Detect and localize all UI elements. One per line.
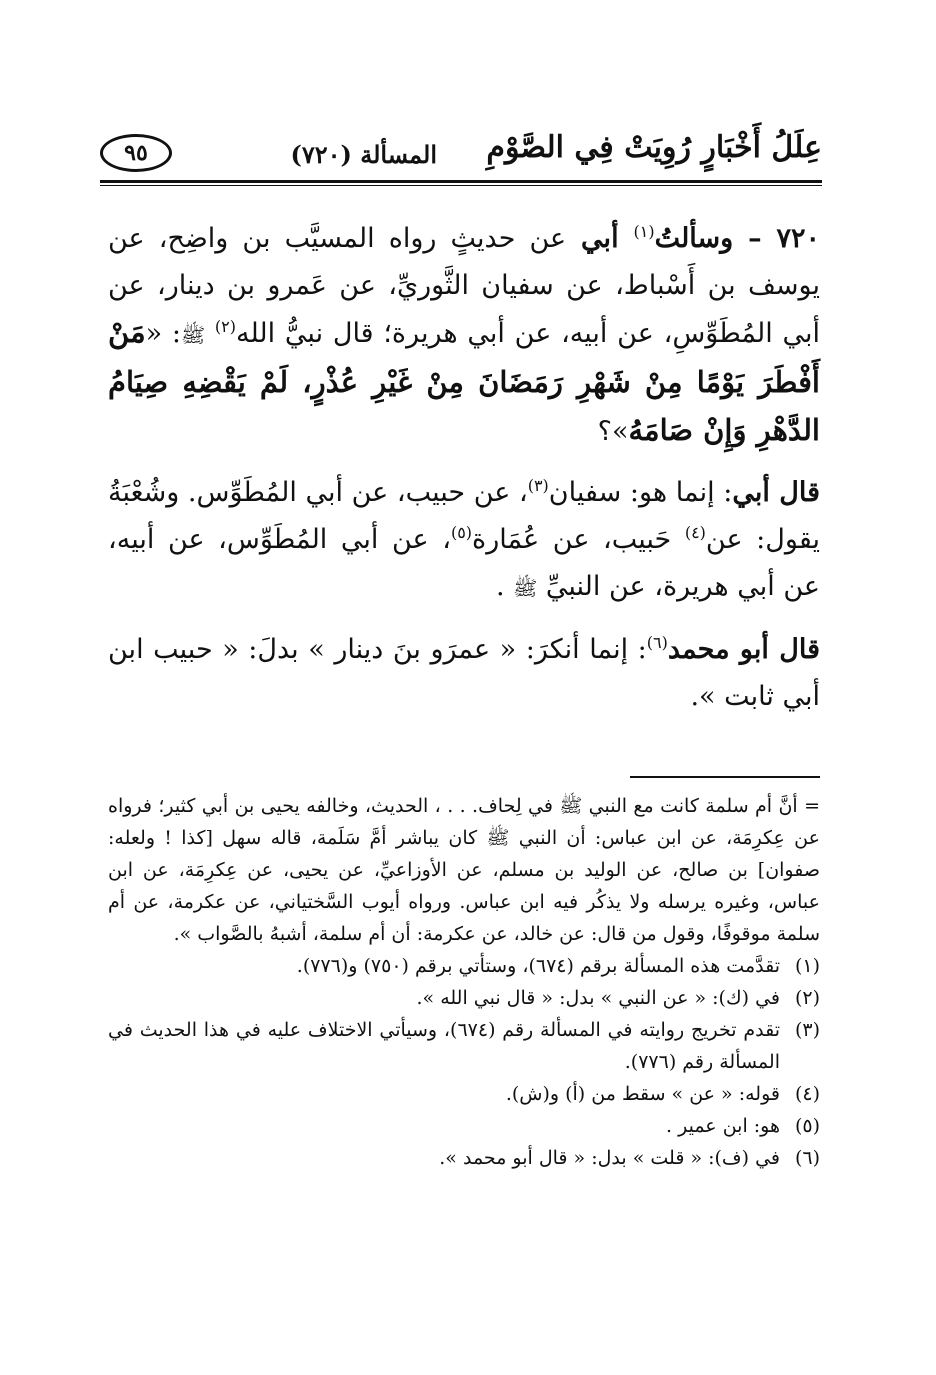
hadith-text: مَنْ أَفْطَرَ يَوْمًا مِنْ شَهْرِ رَمَضَانَ مِنْ غَيْرِ عُذْرٍ، لَمْ يَقْضِهِ صِيَامُ الدَّهْرِ وَإِنْ صَامَهُ bbox=[108, 315, 820, 447]
header-rule-thin bbox=[100, 185, 822, 186]
footnote-item bbox=[108, 1110, 820, 1142]
footnotes bbox=[108, 790, 820, 1174]
answer-text-5: . bbox=[495, 571, 514, 602]
book-title: عِلَلُ أَخْبَارٍ رُوِيَتْ فِي الصَّوْمِ bbox=[486, 130, 822, 165]
footnote-ref-2[interactable]: (٢) bbox=[214, 317, 237, 336]
paragraph-answer bbox=[108, 469, 820, 612]
footnote-number: (٤) bbox=[794, 1083, 820, 1105]
footnote-item bbox=[108, 950, 820, 982]
footnote-ref-4[interactable]: (٤) bbox=[684, 523, 706, 542]
footnote-item bbox=[108, 1014, 820, 1078]
footnote-text: قوله: « عن » سقط من (أ) و(ش). bbox=[505, 1083, 780, 1105]
footnote-item bbox=[108, 1142, 820, 1174]
footnote-ref-1[interactable]: (١) bbox=[633, 222, 655, 241]
paragraph-question bbox=[108, 215, 820, 455]
quote-open: : « bbox=[145, 318, 181, 349]
footnote-number: (٦) bbox=[794, 1147, 820, 1169]
footnote-ref-6[interactable]: (٦) bbox=[646, 633, 668, 652]
footnote-continuation: = أنَّ أم سلمة كانت مع النبي ﷺ في لِحاف. . . ، الحديث، وخالفه يحيى بن أبي كثير؛ فرواه عن عِكرِمَة، عن ابن عباس: أن النبي ﷺ كان يباشر أمَّ سَلَمة، قاله سهل [كذا ! ولعله: صفوان] بن صالح، عن الوليد بن مسلم، عن الأوزاعيِّ، عن يحيى، عن عِكرِمَة، عن ابن عباس، وغيره يرسله ولا يذكُر فيه ابن عباس. ورواه أيوب السَّختياني، عن عكرمة، عن أم سلمة موقوفًا، وقول من قال: عن خالد، عن عكرمة: أن أم سلمة، أشبهُ بالصَّواب ». bbox=[108, 795, 820, 945]
footnote-item bbox=[108, 1078, 820, 1110]
footnote-number: (٣) bbox=[794, 1019, 820, 1041]
footnote-number: (١) bbox=[794, 955, 820, 977]
comment-text: : إنما أنكرَ: « عمرَو بنَ دينار » بدلَ: « حبيب ابن أبي ثابت ». bbox=[108, 634, 820, 712]
paragraph-comment bbox=[108, 626, 820, 720]
answer-text-1: : إنما هو: سفيان bbox=[548, 477, 733, 508]
footnote-ref-5[interactable]: (٥) bbox=[450, 523, 473, 542]
issue-number: ٧٢٠ – وسألتُ bbox=[654, 223, 820, 254]
answer-text-4: ، عن أبي المُطَوِّس، عن أبيه، عن أبي هريرة، عن النبيِّ bbox=[108, 524, 820, 602]
footnote-text: تقدم تخريج روايته في المسألة رقم (٦٧٤)، وسيأتي الاختلاف عليه في هذا الحديث في المسألة رقم (٧٧٦). bbox=[108, 1019, 780, 1073]
page-header bbox=[100, 128, 822, 184]
footnote-number: (٥) bbox=[794, 1115, 820, 1137]
answer-text-3: حَبيب، عن عُمَارة bbox=[472, 524, 685, 555]
asker-label: أبي bbox=[566, 223, 634, 254]
footnote-text: تقدَّمت هذه المسألة برقم (٦٧٤)، وستأتي برقم (٧٥٠) و(٧٧٦). bbox=[296, 955, 780, 977]
issue-label: المسألة (٧٢٠) bbox=[290, 140, 437, 169]
salutation-glyph-2: ﷺ bbox=[513, 576, 538, 600]
footnote-text: في (ك): « عن النبي » بدل: « قال نبي الله ». bbox=[416, 987, 780, 1009]
main-text bbox=[108, 215, 820, 720]
footnote-ref-3[interactable]: (٣) bbox=[527, 476, 549, 495]
salutation-glyph: ﷺ bbox=[180, 323, 206, 347]
footnote-item bbox=[108, 982, 820, 1014]
chain-text: عن حديثٍ رواه المسيَّب بن واضِح، عن يوسف بن أَسْباط، عن سفيان الثَّوريِّ، عن عَمرو بن دينار، عن أبي المُطَوِّسِ، عن أبيه، عن أبي هريرة؛ قال نبيُّ الله bbox=[108, 223, 820, 349]
speaker-label-2: قال أبو محمد bbox=[667, 634, 821, 665]
footnote-number: (٢) bbox=[794, 987, 820, 1009]
footnote-text: في (ف): « قلت » بدل: « قال أبو محمد ». bbox=[439, 1147, 780, 1169]
footnote-text: هو: ابن عمير . bbox=[666, 1115, 780, 1137]
footnote-separator bbox=[630, 776, 820, 778]
page-number: ٩٥ bbox=[100, 134, 172, 172]
answer-text-2: ، عن حبيب، عن أبي المُطَوِّس. وشُعْبَةُ يقول: عن bbox=[108, 477, 820, 555]
speaker-label: قال أبي bbox=[732, 477, 821, 508]
header-rule bbox=[100, 180, 822, 183]
quote-close: »؟ bbox=[597, 416, 629, 447]
